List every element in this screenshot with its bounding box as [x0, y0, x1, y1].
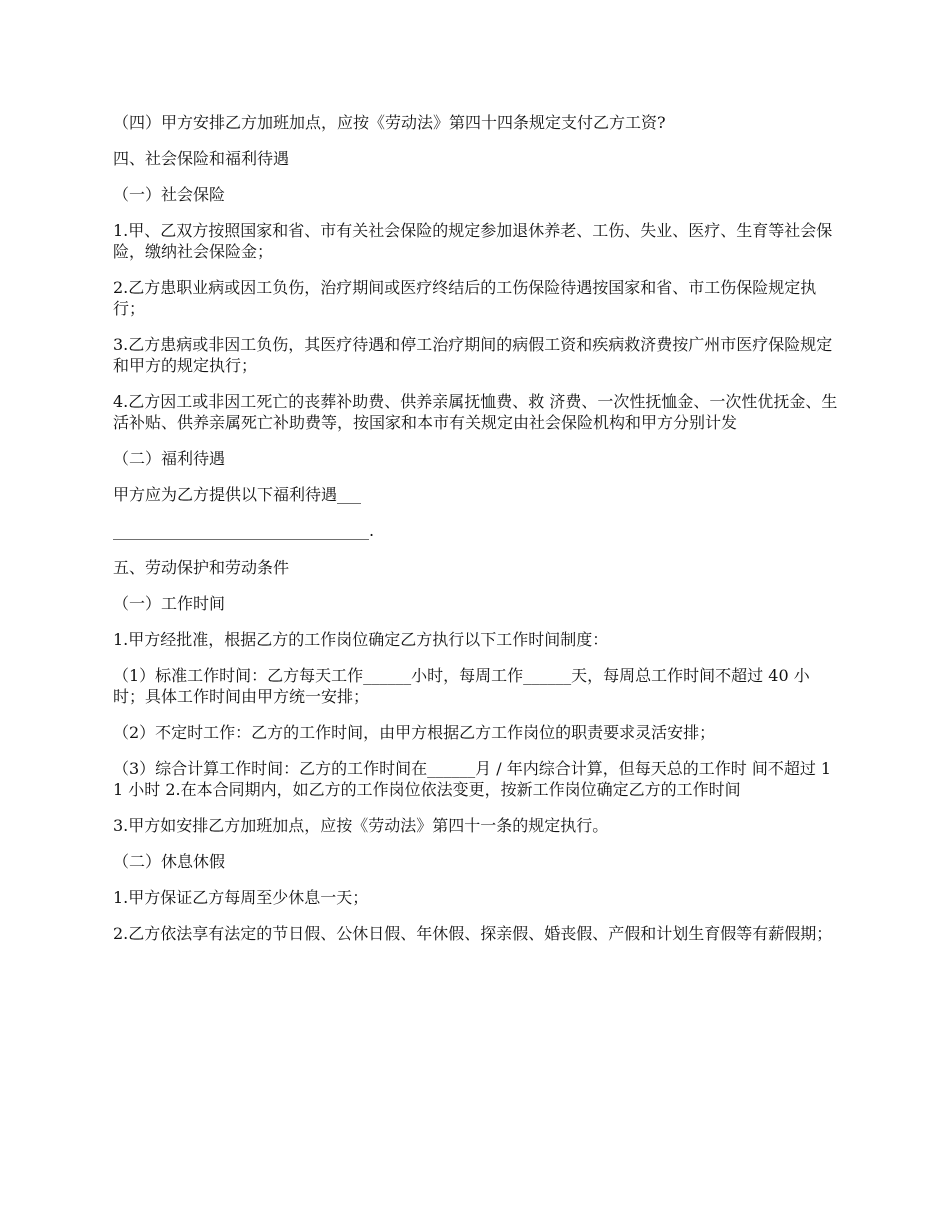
- section-heading-social-insurance: 四、社会保险和福利待遇: [113, 149, 290, 168]
- clause-work-injury: 2.乙方患职业病或因工负伤，治疗期间或医疗终结后的工伤保险待遇按国家和省、市工伤保险规定执行；: [113, 278, 817, 318]
- clause-working-hours-system: 1.甲方经批准，根据乙方的工作岗位确定乙方执行以下工作时间制度：: [113, 630, 609, 649]
- clause-overtime-rules: 3.甲方如安排乙方加班加点，应按《劳动法》第四十一条的规定执行。: [113, 816, 609, 835]
- section-heading-labor-protection: 五、劳动保护和劳动条件: [113, 558, 290, 577]
- clause-overtime-wages: （四）甲方安排乙方加班加点，应按《劳动法》第四十四条规定支付乙方工资?: [113, 113, 666, 132]
- clause-comprehensive-hours: （3）综合计算工作时间：乙方的工作时间在______月 / 年内综合计算，但每天总的工作时 间不超过 11 小时 2.在本合同期内，如乙方的工作岗位依法变更，按新工作岗位确定乙方的工作时间: [113, 759, 832, 799]
- subsection-heading-social-insurance: （一）社会保险: [113, 185, 226, 204]
- blank-fill-line: ________________________________.: [113, 521, 375, 540]
- clause-standard-hours: （1）标准工作时间：乙方每天工作______小时，每周工作______天，每周总工作时间不超过 40 小时；具体工作时间由甲方统一安排；: [113, 666, 810, 706]
- clause-paid-leave: 2.乙方依法享有法定的节日假、公休日假、年休假、探亲假、婚丧假、产假和计划生育假等有薪假期；: [113, 924, 833, 943]
- subsection-heading-welfare: （二）福利待遇: [113, 449, 226, 468]
- clause-sick-leave: 3.乙方患病或非因工负伤，其医疗待遇和停工治疗期间的病假工资和疾病救济费按广州市医疗保险规定和甲方的规定执行；: [113, 335, 833, 375]
- clause-flexible-hours: （2）不定时工作：乙方的工作时间，由甲方根据乙方工作岗位的职责要求灵活安排；: [113, 723, 716, 742]
- clause-welfare-provision: 甲方应为乙方提供以下福利待遇___: [113, 485, 362, 504]
- subsection-heading-rest-leave: （二）休息休假: [113, 852, 226, 871]
- subsection-heading-working-hours: （一）工作时间: [113, 594, 226, 613]
- document-body: [113, 112, 840, 959]
- clause-weekly-rest: 1.甲方保证乙方每周至少休息一天；: [113, 888, 369, 907]
- clause-insurance-participation: 1.甲、乙双方按照国家和省、市有关社会保险的规定参加退休养老、工伤、失业、医疗、生育等社会保险，缴纳社会保险金；: [113, 221, 833, 261]
- clause-death-benefits: 4.乙方因工或非因工死亡的丧葬补助费、供养亲属抚恤费、救 济费、一次性抚恤金、一次性优抚金、生活补贴、供养亲属死亡补助费等，按国家和本市有关规定由社会保险机构和甲方分别计发: [113, 392, 838, 432]
